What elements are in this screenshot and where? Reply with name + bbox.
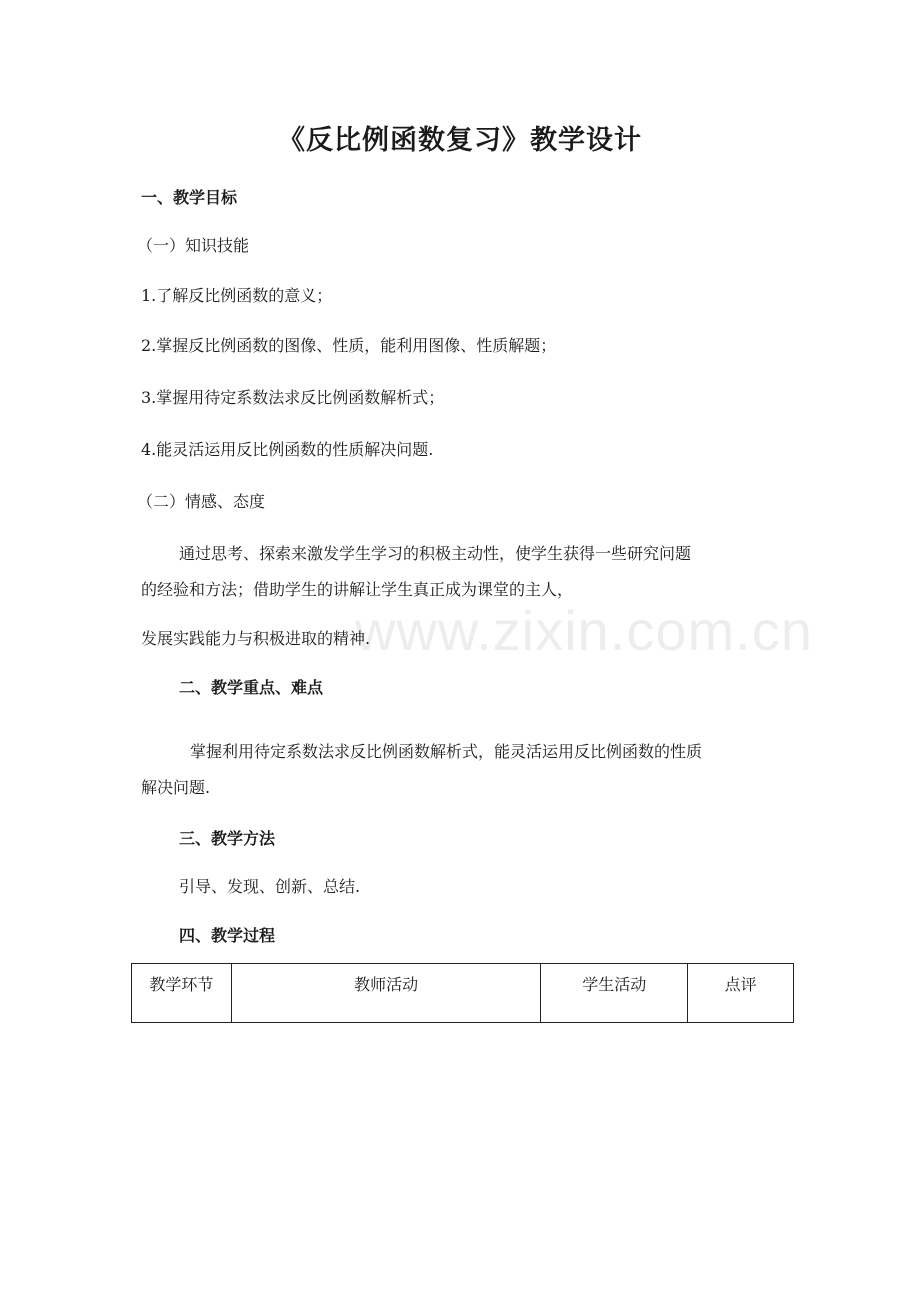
subheading-emotion-attitude: （二）情感、态度 <box>137 492 266 511</box>
subheading-knowledge-skills: （一）知识技能 <box>137 236 250 255</box>
table-header-row <box>132 964 794 1023</box>
watermark: www.zixin.com.cn <box>355 599 813 662</box>
goal-item: 2.掌握反比例函数的图像、性质，能利用图像、性质解题； <box>141 336 557 355</box>
table-header-cell: 教学环节 <box>132 964 232 1023</box>
section-heading-methods: 三、教学方法 <box>179 829 276 848</box>
table-header-cell: 学生活动 <box>541 964 688 1023</box>
section-heading-goals: 一、教学目标 <box>141 188 238 207</box>
paragraph-line: 通过思考、探索来激发学生学习的积极主动性，使学生获得一些研究问题 <box>179 544 692 563</box>
table-header-cell: 教师活动 <box>231 964 541 1023</box>
section-heading-process: 四、教学过程 <box>179 926 276 945</box>
table-header-cell: 点评 <box>688 964 794 1023</box>
goal-item: 1.了解反比例函数的意义； <box>141 286 333 305</box>
process-table <box>131 963 794 1023</box>
goal-item: 4.能灵活运用反比例函数的性质解决问题. <box>141 440 434 459</box>
goal-item: 3.掌握用待定系数法求反比例函数解析式； <box>141 388 445 407</box>
paragraph-line: 解决问题. <box>141 778 211 797</box>
document-title: 《反比例函数复习》教学设计 <box>278 125 642 156</box>
section-heading-key-points: 二、教学重点、难点 <box>179 678 324 697</box>
paragraph-line: 的经验和方法；借助学生的讲解让学生真正成为课堂的主人， <box>141 580 574 599</box>
paragraph-line: 发展实践能力与积极进取的精神. <box>141 629 371 648</box>
methods-text: 引导、发现、创新、总结. <box>179 877 361 896</box>
paragraph-line: 掌握利用待定系数法求反比例函数解析式，能灵活运用反比例函数的性质 <box>190 742 703 761</box>
